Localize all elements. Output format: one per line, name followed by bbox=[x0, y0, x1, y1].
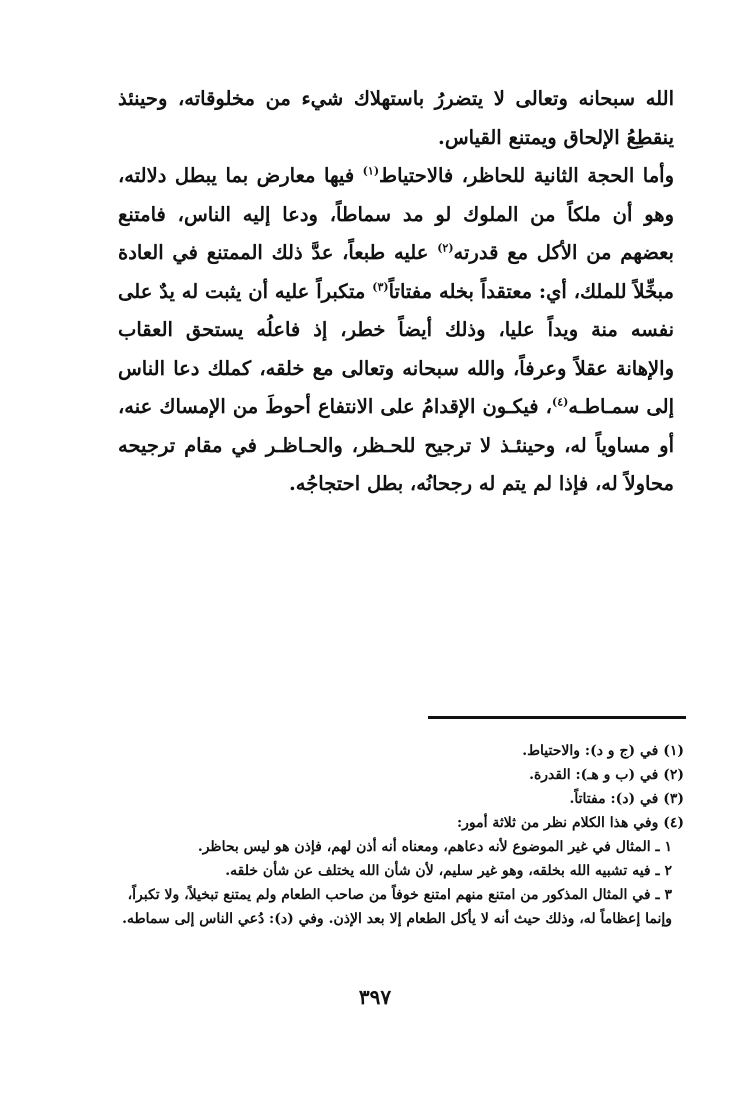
footnote-2: (٢) في (ب و هـ): القدرة. bbox=[529, 767, 684, 783]
footnote-ref-3[interactable]: (٣) bbox=[372, 280, 389, 293]
footnote-4-point-3: ٣ ـ في المثال المذكور من امتنع منهم امتنع خوفاً من صاحب الطعام ولم يمتنع تبخيلاً، ولا تكبراً، وإنما إعظاماً له، وذلك حيث أنه لا يأكل الطعام إلا بعد الإذن. وفي (د): دُعي الناس إلى سماطه. bbox=[122, 887, 672, 927]
paragraph-2-part-a: وأما الحجة الثانية للحاظر، فالاحتياط bbox=[379, 164, 674, 187]
footnote-4-point-1: ١ ـ المثال في غير الموضوع لأنه دعاهم، ومعناه أنه أذن لهم، فإذن هو ليس بحاظر. bbox=[197, 839, 672, 855]
paragraph-2 bbox=[118, 157, 674, 504]
footnote-divider bbox=[428, 716, 686, 719]
main-text bbox=[118, 80, 674, 504]
footnote-4-point-2: ٢ ـ فيه تشبيه الله بخلقه، وهو غير سليم، لأن شأن الله يختلف عن شأن خلقه. bbox=[225, 863, 672, 879]
footnote-ref-1[interactable]: (١) bbox=[362, 164, 380, 178]
paragraph-2-part-e: ، فيكـون الإقدامُ على الانتفاع أحوطَ من الإمساك عنه، أو مساوياً له، وحينئـذ لا ترجيح للحـظر، والحـاظـر في مقام ترجيحه محاولاً له، فإذا لم يتم له رجحانُه، بطل احتجاجُه. bbox=[118, 395, 674, 495]
footnote-ref-4[interactable]: (٤) bbox=[551, 395, 569, 409]
page-number: ٣٩٧ bbox=[358, 985, 392, 1009]
paragraph-1: الله سبحانه وتعالى لا يتضررُ باستهلاك شيء من مخلوقاته، وحينئذ ينقطِعُ الإلحاق ويمتنع القياس. bbox=[118, 87, 674, 149]
paragraph-2-part-d: متكبراً عليه أن يثبت له يدٌ على نفسه منة ويداً عليا، وذلك أيضاً خطر، إذ فاعلُه يستحق العقاب والإهانة عقلاً وعرفاً، والله سبحانه وتعالى مع خلقه، كملك دعا الناس إلى سمـاطـه bbox=[118, 279, 674, 418]
footnote-ref-2[interactable]: (٢) bbox=[437, 241, 454, 255]
paragraph-2-part-b: فيها معارض بما يبطل دلالته، وهو أن ملكاً من الملوك لو مد سماطاً، ودعا إليه الناس، فامتنع بعضهم من الأكل مع قدرته bbox=[118, 164, 674, 264]
paragraph-2-part-c: عليه طبعاً، عدَّ ذلك الممتنع في العادة مبخِّلاً للملك، أي: معتقداً بخله مفتاتاً bbox=[118, 241, 674, 303]
footnote-1: (١) في (ج و د): والاحتياط. bbox=[522, 743, 684, 759]
footnote-3: (٣) في (د): مفتاتاً. bbox=[569, 791, 684, 807]
footnote-4: (٤) وفي هذا الكلام نظر من ثلاثة أمور: bbox=[456, 815, 684, 831]
footnotes bbox=[100, 739, 684, 931]
